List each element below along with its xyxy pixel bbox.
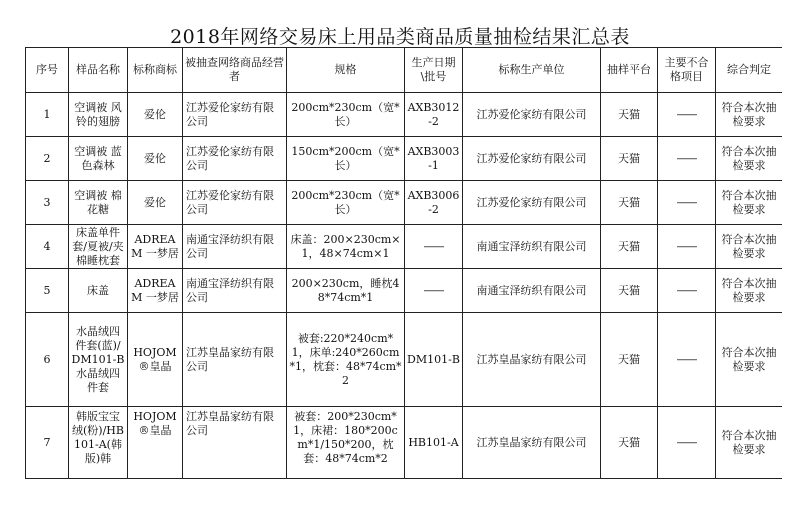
cell-no: 5 bbox=[26, 269, 69, 313]
header-cell-spec: 规格 bbox=[287, 48, 405, 93]
cell-defect: —— bbox=[658, 269, 716, 313]
cell-batch: AXB3003-1 bbox=[405, 137, 463, 181]
cell-seller: 江苏爱伦家纺有限公司 bbox=[183, 181, 287, 225]
header-cell-name: 样品名称 bbox=[69, 48, 128, 93]
cell-platform: 天猫 bbox=[601, 137, 658, 181]
cell-platform: 天猫 bbox=[601, 407, 658, 479]
cell-platform: 天猫 bbox=[601, 225, 658, 269]
cell-no: 3 bbox=[26, 181, 69, 225]
cell-maker: 江苏皇晶家纺有限公司 bbox=[463, 407, 601, 479]
cell-brand: HOJOM®皇晶 bbox=[128, 313, 183, 407]
cell-verdict: 符合本次抽检要求 bbox=[716, 269, 783, 313]
cell-no: 4 bbox=[26, 225, 69, 269]
cell-defect: —— bbox=[658, 137, 716, 181]
cell-name: 床盖单件套/夏被/夹棉睡枕套 bbox=[69, 225, 128, 269]
cell-batch: HB101-A bbox=[405, 407, 463, 479]
cell-verdict: 符合本次抽检要求 bbox=[716, 137, 783, 181]
cell-spec: 200cm*230cm（宽*长） bbox=[287, 181, 405, 225]
header-cell-platform: 抽样平台 bbox=[601, 48, 658, 93]
page-title: 2018年网络交易床上用品类商品质量抽检结果汇总表 bbox=[170, 26, 630, 48]
cell-no: 7 bbox=[26, 407, 69, 479]
cell-brand: ADREAM 一梦居 bbox=[128, 225, 183, 269]
cell-no: 2 bbox=[26, 137, 69, 181]
cell-batch: —— bbox=[405, 269, 463, 313]
cell-spec: 被套:220*240cm*1，床单:240*260cm*1，枕套：48*74cm*2 bbox=[287, 313, 405, 407]
cell-seller: 江苏皇晶家纺有限公司 bbox=[183, 407, 287, 479]
cell-defect: —— bbox=[658, 313, 716, 407]
cell-defect: —— bbox=[658, 93, 716, 137]
cell-defect: —— bbox=[658, 407, 716, 479]
cell-seller: 江苏爱伦家纺有限公司 bbox=[183, 137, 287, 181]
cell-batch: —— bbox=[405, 225, 463, 269]
cell-brand: HOJOM®皇晶 bbox=[128, 407, 183, 479]
header-cell-verdict: 综合判定 bbox=[716, 48, 783, 93]
table-row bbox=[26, 137, 783, 181]
header-cell-seller: 被抽查网络商品经营者 bbox=[183, 48, 287, 93]
cell-platform: 天猫 bbox=[601, 313, 658, 407]
header-cell-maker: 标称生产单位 bbox=[463, 48, 601, 93]
cell-seller: 南通宝泽纺织有限公司 bbox=[183, 269, 287, 313]
cell-verdict: 符合本次抽检要求 bbox=[716, 407, 783, 479]
cell-defect: —— bbox=[658, 181, 716, 225]
cell-maker: 江苏爱伦家纺有限公司 bbox=[463, 93, 601, 137]
cell-name: 韩版宝宝绒(粉)/HB101-A(韩版)韩 bbox=[69, 407, 128, 479]
results-table bbox=[25, 47, 782, 479]
cell-no: 1 bbox=[26, 93, 69, 137]
cell-seller: 江苏爱伦家纺有限公司 bbox=[183, 93, 287, 137]
cell-brand: 爱伦 bbox=[128, 181, 183, 225]
results-table-container bbox=[25, 47, 782, 505]
cell-verdict: 符合本次抽检要求 bbox=[716, 93, 783, 137]
cell-defect: —— bbox=[658, 225, 716, 269]
cell-batch: AXB3006-2 bbox=[405, 181, 463, 225]
table-row bbox=[26, 181, 783, 225]
cell-verdict: 符合本次抽检要求 bbox=[716, 225, 783, 269]
table-row bbox=[26, 269, 783, 313]
cell-spec: 150cm*200cm（宽*长） bbox=[287, 137, 405, 181]
cell-name: 空调被 风铃的翅膀 bbox=[69, 93, 128, 137]
cell-platform: 天猫 bbox=[601, 269, 658, 313]
table-row bbox=[26, 225, 783, 269]
table-row bbox=[26, 93, 783, 137]
cell-spec: 200×230cm，睡枕48*74cm*1 bbox=[287, 269, 405, 313]
cell-seller: 江苏皇晶家纺有限公司 bbox=[183, 313, 287, 407]
table-row bbox=[26, 313, 783, 407]
cell-batch: AXB3012-2 bbox=[405, 93, 463, 137]
cell-maker: 江苏爱伦家纺有限公司 bbox=[463, 137, 601, 181]
cell-no: 6 bbox=[26, 313, 69, 407]
cell-name: 水晶绒四件套(蓝)/DM101-B水晶绒四件套 bbox=[69, 313, 128, 407]
cell-maker: 南通宝泽纺织有限公司 bbox=[463, 225, 601, 269]
cell-verdict: 符合本次抽检要求 bbox=[716, 313, 783, 407]
cell-spec: 床盖：200×230cm×1，48×74cm×1 bbox=[287, 225, 405, 269]
cell-verdict: 符合本次抽检要求 bbox=[716, 181, 783, 225]
cell-name: 空调被 蓝色森林 bbox=[69, 137, 128, 181]
cell-platform: 天猫 bbox=[601, 181, 658, 225]
cell-batch: DM101-B bbox=[405, 313, 463, 407]
cell-maker: 江苏皇晶家纺有限公司 bbox=[463, 313, 601, 407]
cell-spec: 200cm*230cm（宽*长） bbox=[287, 93, 405, 137]
cell-brand: ADREAM 一梦居 bbox=[128, 269, 183, 313]
cell-maker: 江苏爱伦家纺有限公司 bbox=[463, 181, 601, 225]
table-row bbox=[26, 407, 783, 479]
header-cell-defect: 主要不合格项目 bbox=[658, 48, 716, 93]
cell-seller: 南通宝泽纺织有限公司 bbox=[183, 225, 287, 269]
cell-name: 床盖 bbox=[69, 269, 128, 313]
cell-name: 空调被 棉花糖 bbox=[69, 181, 128, 225]
cell-brand: 爱伦 bbox=[128, 93, 183, 137]
header-row bbox=[26, 48, 783, 93]
cell-brand: 爱伦 bbox=[128, 137, 183, 181]
header-cell-no: 序号 bbox=[26, 48, 69, 93]
header-cell-batch: 生产日期\批号 bbox=[405, 48, 463, 93]
cell-maker: 南通宝泽纺织有限公司 bbox=[463, 269, 601, 313]
cell-spec: 被套：200*230cm*1，床裙：180*200cm*1/150*200，枕套：48*74cm*2 bbox=[287, 407, 405, 479]
header-cell-brand: 标称商标 bbox=[128, 48, 183, 93]
cell-platform: 天猫 bbox=[601, 93, 658, 137]
